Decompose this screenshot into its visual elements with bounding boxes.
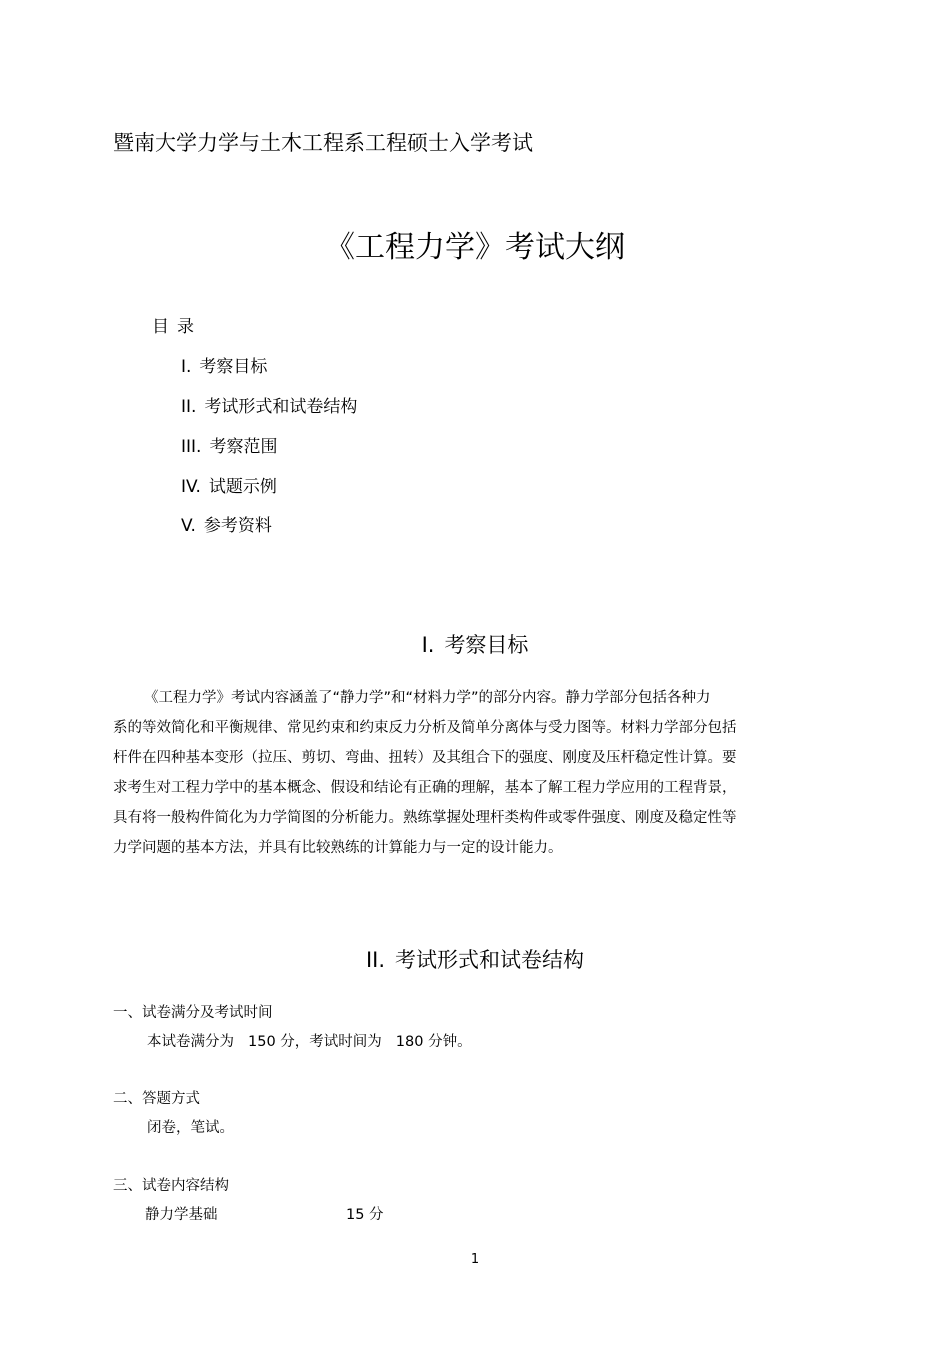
toc-item-label: 参考资料 — [203, 516, 272, 536]
total-score: 150 — [248, 1034, 276, 1050]
objectives-paragraph — [113, 683, 763, 863]
toc-item-number: V. — [181, 516, 196, 536]
toc-item-number: II. — [181, 397, 197, 417]
toc-item-objectives — [181, 352, 267, 377]
toc-item-label: 试题示例 — [208, 477, 277, 497]
paragraph-line: 力学问题的基本方法，并具有比较熟练的计算能力与一定的设计能力。 — [113, 840, 563, 856]
toc-item-label: 考察目标 — [199, 357, 268, 377]
toc-heading: 目录 — [152, 317, 202, 337]
paragraph-line: 系的等效简化和平衡规律、常见约束和约束反力分析及简单分离体与受力图等。材料力学部分包括 — [113, 720, 737, 736]
paragraph-line: 具有将一般构件简化为力学简图的分析能力。熟练掌握处理杆类构件或零件强度、刚度及稳定性等 — [113, 810, 737, 826]
document-title: 《工程力学》考试大纲 — [325, 230, 625, 265]
section-heading-objectives — [0, 629, 950, 659]
content-structure-row — [145, 1203, 384, 1224]
toc-item-number: III. — [181, 437, 202, 457]
content-score: 15 分 — [346, 1207, 384, 1223]
toc-item-label: 考试形式和试卷结构 — [204, 397, 358, 417]
paragraph-line: 杆件在四种基本变形（拉压、剪切、弯曲、扭转）及其组合下的强度、刚度及压杆稳定性计算。要 — [113, 750, 737, 766]
score-text-b: 分，考试时间为 — [280, 1034, 382, 1050]
content-topic: 静力学基础 — [145, 1207, 218, 1223]
toc-item-references — [181, 511, 272, 536]
toc-item-scope — [181, 432, 277, 457]
page-number: 1 — [470, 1252, 480, 1267]
document-header: 暨南大学力学与土木工程系工程硕士入学考试 — [113, 131, 533, 155]
toc-item-number: I. — [181, 357, 192, 377]
score-text-a: 本试卷满分为 — [147, 1034, 234, 1050]
exam-minutes: 180 — [395, 1034, 424, 1050]
toc-item-exam-format — [181, 392, 357, 417]
section-title: 考试形式和试卷结构 — [395, 948, 585, 972]
toc-item-number: IV. — [181, 477, 201, 497]
subsection-heading-score-time: 一、试卷满分及考试时间 — [113, 1005, 273, 1021]
section-number: I. — [421, 633, 435, 657]
subsection-heading-answer-mode: 二、答题方式 — [113, 1091, 200, 1107]
score-text-c: 分钟。 — [428, 1034, 472, 1050]
score-time-text — [147, 1030, 472, 1051]
toc-item-examples — [181, 472, 277, 497]
section-number: II. — [365, 948, 386, 972]
answer-mode-text: 闭卷，笔试。 — [147, 1120, 234, 1136]
section-title: 考察目标 — [444, 633, 529, 657]
section-heading-exam-format — [0, 944, 950, 974]
subsection-heading-content-structure: 三、试卷内容结构 — [113, 1178, 229, 1194]
paragraph-line: 求考生对工程力学中的基本概念、假设和结论有正确的理解，基本了解工程力学应用的工程背景， — [113, 780, 737, 796]
paragraph-line: 《工程力学》考试内容涵盖了“静力学”和“材料力学”的部分内容。静力学部分包括各种力 — [144, 690, 711, 706]
toc-item-label: 考察范围 — [209, 437, 278, 457]
